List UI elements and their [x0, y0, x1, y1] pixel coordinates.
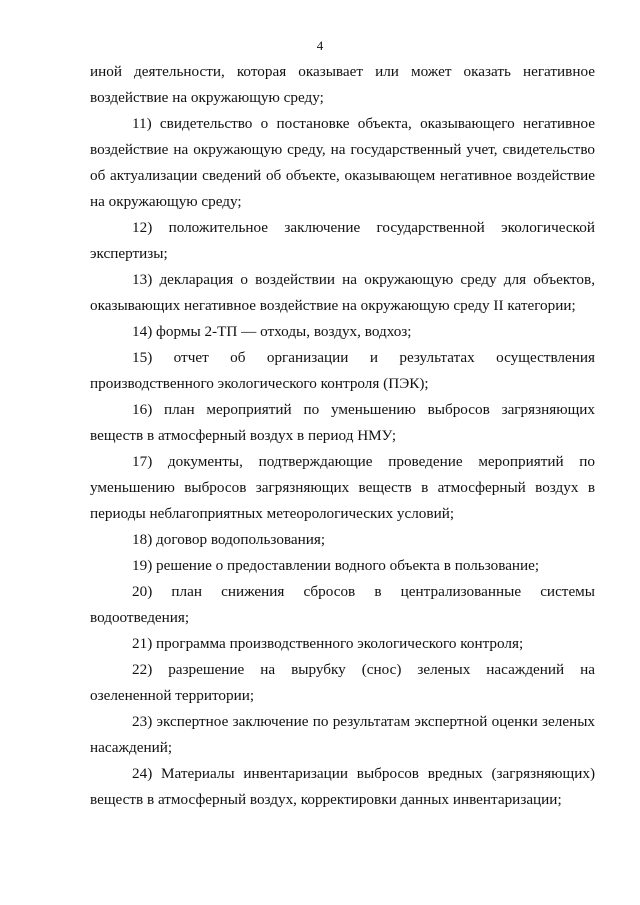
list-item-12: 12) положительное заключение государственной экологической экспертизы; [90, 219, 595, 262]
list-item-23: 23) экспертное заключение по результатам экспертной оценки зеленых насаждений; [90, 713, 595, 756]
list-item-19: 19) решение о предоставлении водного объекта в пользование; [132, 557, 540, 574]
document-body [90, 59, 595, 813]
list-item-21: 21) программа производственного экологического контроля; [132, 635, 524, 652]
list-item-22: 22) разрешение на вырубку (снос) зеленых насаждений на озелененной территории; [90, 661, 595, 704]
list-item-14: 14) формы 2-ТП — отходы, воздух, водхоз; [132, 323, 412, 340]
paragraph-continuation: иной деятельности, которая оказывает или может оказать негативное воздействие на окружающую среду; [90, 63, 595, 106]
list-item-13: 13) декларация о воздействии на окружающую среду для объектов, оказывающих негативное воздействие на окружающую среду II категории; [90, 271, 595, 314]
list-item-15: 15) отчет об организации и результатах осуществления производственного экологического контроля (ПЭК); [90, 349, 595, 392]
list-item-11: 11) свидетельство о постановке объекта, оказывающего негативное воздействие на окружающую среду, на государственный учет, свидетельство об актуализации сведений об объекте, оказывающем негативное воздействие на окружающую среду; [90, 115, 595, 210]
page-number: 4 [316, 38, 324, 53]
list-item-18: 18) договор водопользования; [132, 531, 326, 548]
list-item-16: 16) план мероприятий по уменьшению выбросов загрязняющих веществ в атмосферный воздух в период НМУ; [90, 401, 595, 444]
list-item-17: 17) документы, подтверждающие проведение мероприятий по уменьшению выбросов загрязняющих веществ в атмосферный воздух в периоды неблагоприятных метеорологических условий; [90, 453, 595, 522]
list-item-20: 20) план снижения сбросов в централизованные системы водоотведения; [90, 583, 595, 626]
list-item-24: 24) Материалы инвентаризации выбросов вредных (загрязняющих) веществ в атмосферный воздух, корректировки данных инвентаризации; [90, 765, 595, 808]
